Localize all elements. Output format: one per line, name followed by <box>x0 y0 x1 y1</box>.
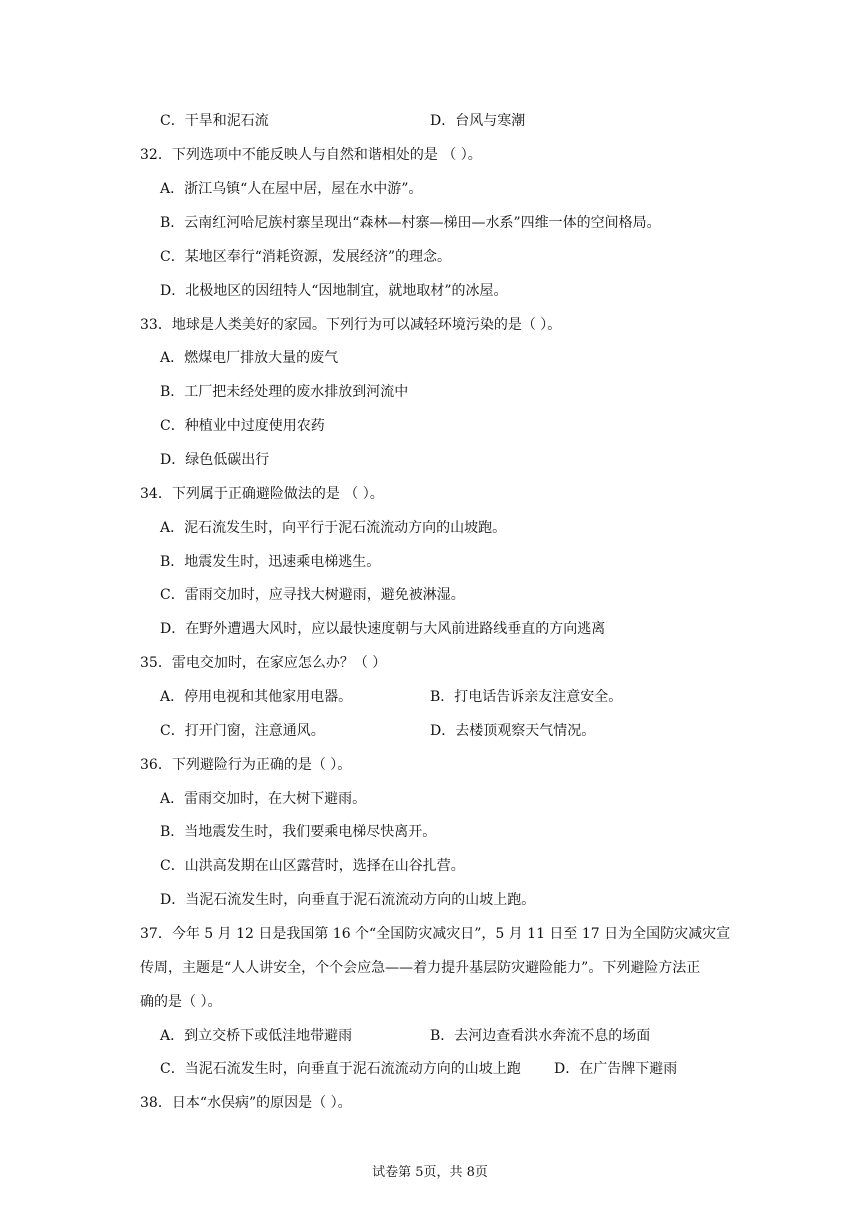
option-c: C．种植业中过度使用农药 <box>160 418 325 434</box>
option-d: D．去楼顶观察天气情况。 <box>430 723 596 739</box>
option-b: B．打电话告诉亲友注意安全。 <box>430 689 623 705</box>
option-a: A．雷雨交加时，在大树下避雨。 <box>160 791 367 807</box>
option-c: C．某地区奉行“消耗资源，发展经济”的理念。 <box>160 249 452 265</box>
option-c: C．当泥石流发生时，向垂直于泥石流流动方向的山坡上跑 <box>160 1061 521 1077</box>
question-37-continued: 确的是（ ）。 <box>140 994 222 1010</box>
option-d: D．北极地区的因纽特人“因地制宜，就地取材”的冰屋。 <box>160 283 508 299</box>
option-b: B．去河边查看洪水奔流不息的场面 <box>430 1028 651 1044</box>
option-c: C．雷雨交加时，应寻找大树避雨，避免被淋湿。 <box>160 587 465 603</box>
question-32: 32．下列选项中不能反映人与自然和谐相处的是 （ ）。 <box>140 147 482 163</box>
option-b: B．工厂把未经处理的废水排放到河流中 <box>160 384 409 400</box>
option-d: D．当泥石流发生时，向垂直于泥石流流动方向的山坡上跑。 <box>160 892 536 908</box>
option-b: B．云南红河哈尼族村寨呈现出“森林—村寨—梯田—水系”四维一体的空间格局。 <box>160 215 661 231</box>
option-a: A．燃煤电厂排放大量的废气 <box>160 350 339 366</box>
option-c: C．山洪高发期在山区露营时，选择在山谷扎营。 <box>160 858 465 874</box>
option-d: D．台风与寒潮 <box>430 113 526 129</box>
option-c: C．干旱和泥石流 <box>160 113 269 129</box>
question-36: 36．下列避险行为正确的是（ ）。 <box>140 757 352 773</box>
question-38: 38．日本“水俣病”的原因是（ ）。 <box>140 1095 352 1111</box>
option-c: C．打开门窗，注意通风。 <box>160 723 325 739</box>
question-37: 37．今年 5 月 12 日是我国第 16 个“全国防灾减灾日”，5 月 11 日至 17 日为全国防灾减灾宣 <box>140 926 731 942</box>
page-footer: 试卷第 5页，共 8页 <box>372 1165 488 1180</box>
option-a: A．浙江乌镇“人在屋中居，屋在水中游”。 <box>160 181 423 197</box>
option-d: D．绿色低碳出行 <box>160 452 270 468</box>
question-33: 33．地球是人类美好的家园。下列行为可以减轻环境污染的是（ ）。 <box>140 317 562 333</box>
option-a: A．停用电视和其他家用电器。 <box>160 689 353 705</box>
question-34: 34．下列属于正确避险做法的是 （ ）。 <box>140 486 384 502</box>
option-d: D．在野外遭遇大风时，应以最快速度朝与大风前进路线垂直的方向逃离 <box>160 621 606 637</box>
question-37-continued: 传周，主题是“人人讲安全，个个会应急——着力提升基层防灾避险能力”。下列避险方法正 <box>140 960 701 976</box>
option-a: A．到立交桥下或低洼地带避雨 <box>160 1028 353 1044</box>
option-a: A．泥石流发生时，向平行于泥石流流动方向的山坡跑。 <box>160 520 507 536</box>
option-d: D．在广告牌下避雨 <box>554 1061 678 1077</box>
question-35: 35．雷电交加时，在家应怎么办？（ ） <box>140 655 387 671</box>
option-b: B．地震发生时，迅速乘电梯逃生。 <box>160 554 381 570</box>
option-b: B．当地震发生时，我们要乘电梯尽快离开。 <box>160 824 437 840</box>
